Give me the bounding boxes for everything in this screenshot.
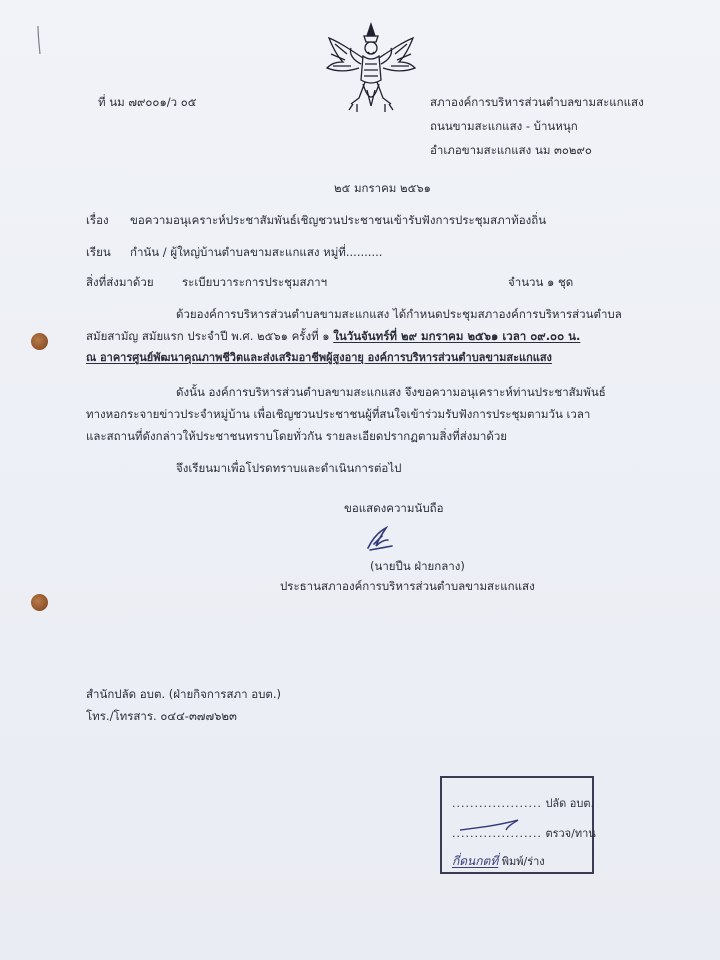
meeting-datetime: ในวันจันทร์ที่ ๒๙ มกราคม ๒๕๖๑ เวลา ๐๙.๐๐ น. bbox=[333, 329, 581, 343]
punch-hole bbox=[31, 594, 48, 611]
org-address-district: อำเภอขามสะแกแสง นม ๓๐๒๙๐ bbox=[430, 143, 592, 157]
meeting-venue: ณ อาคารศูนย์พัฒนาคุณภาพชีวิตและส่งเสริมอาชีพผู้สูงอายุ องค์การบริหารส่วนตำบลขามสะแกแสง bbox=[86, 351, 552, 364]
body-paragraph-1-line-1: ด้วยองค์การบริหารส่วนตำบลขามสะแกแสง ได้กำหนดประชุมสภาองค์การบริหารส่วนตำบล bbox=[176, 307, 622, 321]
stamp-row-1: .................... ปลัด อบต. bbox=[452, 797, 595, 810]
to-text: กำนัน / ผู้ใหญ่บ้านตำบลขามสะแกแสง หมู่ที่.......... bbox=[130, 245, 383, 259]
signature bbox=[362, 524, 398, 554]
signer-position: ประธานสภาองค์การบริหารส่วนตำบลขามสะแกแสง bbox=[280, 579, 535, 593]
punch-hole bbox=[31, 333, 48, 350]
stamp-handwritten-name: กี่ดนกตที่ bbox=[452, 854, 499, 868]
enclosure-label: สิ่งที่ส่งมาด้วย bbox=[86, 275, 154, 289]
reference-number: ที่ นม ๗๙๐๐๑/ว ๐๕ bbox=[98, 95, 197, 109]
footer-phone: โทร./โทรสาร. ๐๔๔-๓๗๗๖๒๓ bbox=[86, 709, 237, 723]
stamp-initial-mark bbox=[456, 816, 536, 834]
signer-name: (นายปืน ฝ่ายกลาง) bbox=[370, 559, 465, 573]
org-name: สภาองค์การบริหารส่วนตำบลขามสะแกแสง bbox=[430, 95, 644, 109]
body-paragraph-1-line-2 bbox=[86, 328, 580, 344]
enclosure-quantity: จำนวน ๑ ชุด bbox=[508, 275, 574, 289]
body-paragraph-2-line-2: ทางหอกระจายข่าวประจำหมู่บ้าน เพื่อเชิญชวนประชาชนผู้ที่สนใจเข้าร่วมรับฟังการประชุมตามวัน เวลา bbox=[86, 407, 591, 421]
pencil-mark bbox=[34, 24, 44, 56]
subject-label: เรื่อง bbox=[86, 213, 109, 227]
approval-stamp bbox=[440, 776, 594, 874]
stamp-row-3 bbox=[452, 852, 545, 871]
org-address-road: ถนนขามสะแกแสง - บ้านหนุก bbox=[430, 119, 578, 133]
stamp-label-1: ปลัด อบต. bbox=[545, 797, 595, 810]
enclosure-text: ระเบียบวาระการประชุมสภาฯ bbox=[182, 275, 328, 289]
garuda-emblem-icon bbox=[323, 20, 419, 118]
closing-regards: ขอแสดงความนับถือ bbox=[344, 501, 444, 515]
subject-text: ขอความอนุเคราะห์ประชาสัมพันธ์เชิญชวนประชาชนเข้ารับฟังการประชุมสภาท้องถิ่น bbox=[130, 213, 547, 227]
stamp-label-2: ตรวจ/ทาน bbox=[545, 827, 596, 840]
body-paragraph-3: จึงเรียนมาเพื่อโปรดทราบและดำเนินการต่อไป bbox=[176, 461, 402, 475]
stamp-label-3: พิมพ์/ร่าง bbox=[501, 855, 545, 868]
body-paragraph-2-line-3: และสถานที่ดังกล่าวให้ประชาชนทราบโดยทั่วกัน รายละเอียดปรากฏตามสิ่งที่ส่งมาด้วย bbox=[86, 429, 508, 443]
letter-date: ๒๕ มกราคม ๒๕๖๑ bbox=[334, 181, 431, 195]
meeting-session: สมัยสามัญ สมัยแรก ประจำปี พ.ศ. ๒๕๖๑ ครั้งที่ ๑ bbox=[86, 329, 330, 343]
to-label: เรียน bbox=[86, 245, 111, 259]
footer-office: สำนักปลัด อบต. (ฝ่ายกิจการสภา อบต.) bbox=[86, 687, 282, 701]
stamp-row-2: .................... ตรวจ/ทาน bbox=[452, 827, 596, 840]
body-paragraph-2-line-1: ดังนั้น องค์การบริหารส่วนตำบลขามสะแกแสง จึงขอความอนุเคราะห์ท่านประชาสัมพันธ์ bbox=[176, 385, 606, 399]
